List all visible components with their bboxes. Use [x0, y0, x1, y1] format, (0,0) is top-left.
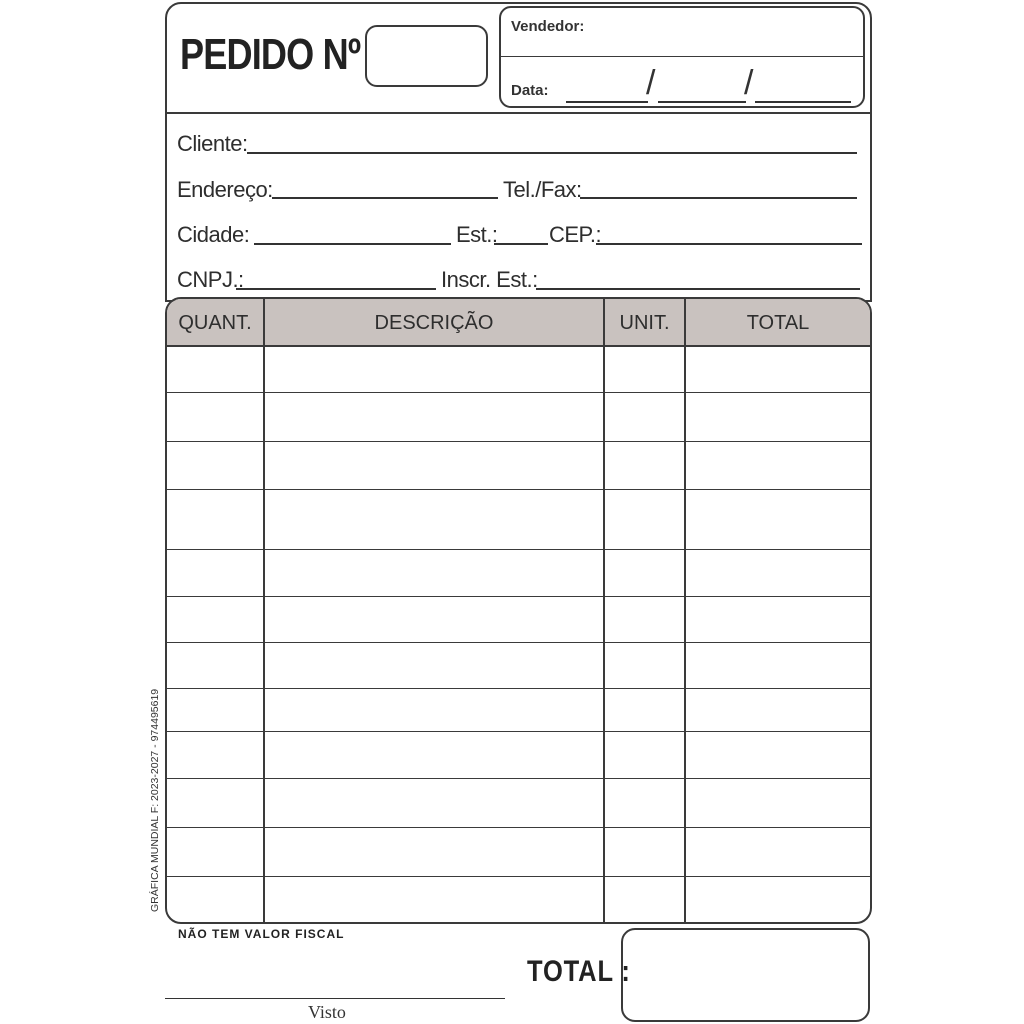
table-cell-line-total[interactable] — [686, 392, 870, 441]
table-cell-description[interactable] — [265, 549, 603, 596]
table-cell-description[interactable] — [265, 778, 603, 827]
order-number-field[interactable] — [365, 25, 488, 87]
table-cell-unit-price[interactable] — [605, 778, 684, 827]
address-field[interactable] — [272, 197, 498, 199]
table-cell-line-total[interactable] — [686, 549, 870, 596]
grand-total-field[interactable] — [621, 928, 870, 1022]
table-cell-unit-price[interactable] — [605, 688, 684, 731]
phone-fax-field[interactable] — [580, 197, 857, 199]
items-table — [165, 297, 872, 924]
table-cell-unit-price[interactable] — [605, 549, 684, 596]
table-cell-description[interactable] — [265, 731, 603, 778]
table-cell-description[interactable] — [265, 489, 603, 549]
table-cell-unit-price[interactable] — [605, 345, 684, 392]
table-cell-line-total[interactable] — [686, 596, 870, 642]
table-cell-quantity[interactable] — [167, 731, 263, 778]
signature-line[interactable] — [165, 998, 505, 999]
table-cell-line-total[interactable] — [686, 489, 870, 549]
table-cell-description[interactable] — [265, 392, 603, 441]
table-cell-description[interactable] — [265, 642, 603, 688]
table-cell-unit-price[interactable] — [605, 392, 684, 441]
address-label: Endereço: — [177, 177, 273, 202]
table-cell-unit-price[interactable] — [605, 441, 684, 489]
table-cell-quantity[interactable] — [167, 688, 263, 731]
items-table-header — [167, 299, 870, 347]
date-label: Data: — [511, 82, 549, 99]
table-cell-quantity[interactable] — [167, 778, 263, 827]
column-header-total: TOTAL — [746, 312, 810, 334]
table-cell-quantity[interactable] — [167, 441, 263, 489]
table-cell-description[interactable] — [265, 876, 603, 924]
city-label: Cidade: — [177, 222, 250, 247]
order-title: PEDIDO Nº — [180, 30, 361, 79]
cep-field[interactable] — [596, 243, 862, 245]
table-cell-line-total[interactable] — [686, 731, 870, 778]
column-header-unit: UNIT. — [619, 312, 670, 334]
table-cell-description[interactable] — [265, 345, 603, 392]
table-cell-line-total[interactable] — [686, 827, 870, 876]
table-cell-description[interactable] — [265, 596, 603, 642]
city-field[interactable] — [254, 243, 451, 245]
table-cell-unit-price[interactable] — [605, 731, 684, 778]
cnpj-label: CNPJ.: — [177, 267, 244, 292]
state-label: Est.: — [456, 222, 498, 247]
table-cell-line-total[interactable] — [686, 441, 870, 489]
seller-label: Vendedor: — [511, 18, 585, 35]
table-cell-description[interactable] — [265, 441, 603, 489]
table-cell-unit-price[interactable] — [605, 827, 684, 876]
table-cell-line-total[interactable] — [686, 688, 870, 731]
table-cell-quantity[interactable] — [167, 642, 263, 688]
client-field[interactable] — [247, 152, 857, 154]
date-year-field[interactable] — [755, 101, 851, 103]
date-separator-2: / — [744, 64, 754, 102]
date-day-field[interactable] — [566, 101, 648, 103]
total-label: TOTAL : — [527, 955, 631, 988]
table-cell-line-total[interactable] — [686, 778, 870, 827]
table-cell-line-total[interactable] — [686, 642, 870, 688]
cep-label: CEP.: — [549, 222, 602, 247]
date-separator-1: / — [646, 64, 656, 102]
table-cell-line-total[interactable] — [686, 345, 870, 392]
seller-date-divider — [499, 56, 865, 57]
table-cell-quantity[interactable] — [167, 876, 263, 924]
table-cell-line-total[interactable] — [686, 876, 870, 924]
no-fiscal-value-notice: NÃO TEM VALOR FISCAL — [178, 927, 345, 941]
phone-fax-label: Tel./Fax: — [503, 177, 582, 202]
table-cell-quantity[interactable] — [167, 596, 263, 642]
seller-field[interactable] — [600, 20, 855, 46]
column-header-description: DESCRIÇÃO — [374, 312, 494, 334]
table-cell-quantity[interactable] — [167, 345, 263, 392]
state-registration-label: Inscr. Est.: — [441, 267, 538, 292]
state-field[interactable] — [494, 243, 548, 245]
table-cell-unit-price[interactable] — [605, 489, 684, 549]
client-label: Cliente: — [177, 131, 248, 156]
column-header-quantity: QUANT. — [178, 312, 252, 334]
printer-info: GRÁFICA MUNDIAL F: 2023-2027 - 974495619 — [149, 688, 161, 912]
state-registration-field[interactable] — [536, 288, 860, 290]
table-cell-description[interactable] — [265, 827, 603, 876]
table-cell-unit-price[interactable] — [605, 642, 684, 688]
cnpj-field[interactable] — [236, 288, 436, 290]
table-cell-unit-price[interactable] — [605, 876, 684, 924]
table-cell-quantity[interactable] — [167, 489, 263, 549]
table-cell-quantity[interactable] — [167, 392, 263, 441]
table-cell-unit-price[interactable] — [605, 596, 684, 642]
table-cell-quantity[interactable] — [167, 827, 263, 876]
table-cell-description[interactable] — [265, 688, 603, 731]
signature-label: Visto — [308, 1002, 346, 1022]
date-month-field[interactable] — [658, 101, 746, 103]
table-cell-quantity[interactable] — [167, 549, 263, 596]
